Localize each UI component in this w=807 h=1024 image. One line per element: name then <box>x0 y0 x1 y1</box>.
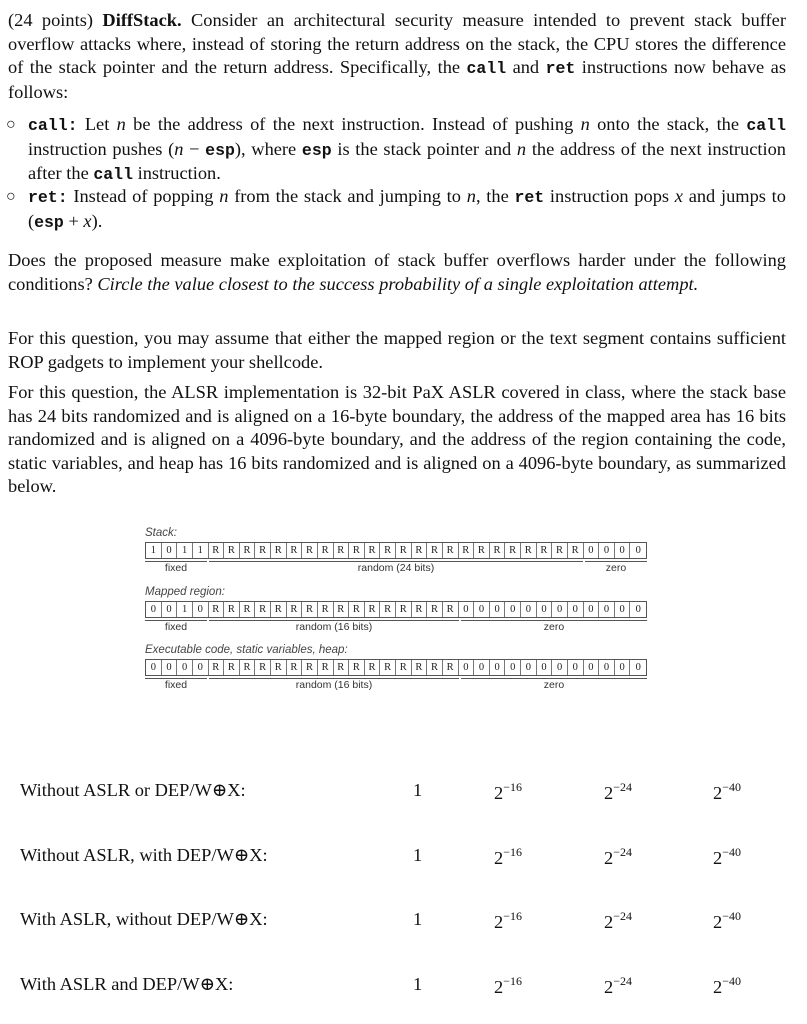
bit-cell: R <box>240 543 256 558</box>
call-text-e: ), where <box>234 138 297 159</box>
call-text-h: instruction. <box>137 163 221 183</box>
bullet-call <box>6 113 786 187</box>
bit-cell: R <box>396 602 412 617</box>
bit-cell: 0 <box>635 545 641 556</box>
bit-cell: R <box>459 543 475 558</box>
ret-text-d: instruction pops <box>549 186 670 206</box>
bit-cell: 0 <box>584 602 600 617</box>
option-2-exp-40[interactable] <box>713 780 741 804</box>
bit-cell: R <box>302 602 318 617</box>
option-1-value: 1 <box>413 780 423 800</box>
bit-cell: R <box>271 660 287 675</box>
bit-cell: R <box>240 602 256 617</box>
bit-cell: R <box>349 602 365 617</box>
ret-text-a: Instead of popping <box>73 186 214 206</box>
bit-cell: R <box>412 543 428 558</box>
option-base: 2 <box>604 912 614 932</box>
option-base: 2 <box>494 912 504 932</box>
bit-cell: 0 <box>146 660 162 675</box>
ret-keyword: ret <box>545 59 576 78</box>
bit-cell: R <box>209 543 225 558</box>
random-label: random (16 bits) <box>295 679 373 691</box>
bit-cell: 0 <box>552 660 568 675</box>
stack-bit-brackets <box>145 559 650 575</box>
ret-keyword: ret <box>514 188 545 207</box>
code-layout-diagram <box>145 643 650 692</box>
option-base: 2 <box>713 848 723 868</box>
option-1[interactable] <box>413 845 422 866</box>
bit-cell: R <box>224 660 240 675</box>
bit-cell: 0 <box>162 543 178 558</box>
bit-cell: R <box>271 543 287 558</box>
option-exponent: −40 <box>722 974 741 988</box>
var-n: n <box>174 138 184 159</box>
call-keyword: call <box>466 59 507 78</box>
call-text-g: the address of the next instruction after the <box>28 138 786 183</box>
bit-cell: R <box>224 543 240 558</box>
var-n: n <box>466 186 476 206</box>
bit-cell: R <box>365 660 381 675</box>
option-1[interactable] <box>413 974 422 995</box>
option-1[interactable] <box>413 909 422 930</box>
question-instruction: Circle the value closest to the success probability of a single exploitation attempt. <box>97 273 699 294</box>
bit-cell: R <box>474 543 490 558</box>
bit-cell: R <box>334 660 350 675</box>
option-base: 2 <box>494 977 504 997</box>
bit-cell: 0 <box>568 602 584 617</box>
option-base: 2 <box>604 977 614 997</box>
bit-cell: R <box>224 602 240 617</box>
option-base: 2 <box>494 848 504 868</box>
option-2-exp-16[interactable] <box>494 845 522 869</box>
option-2-exp-16[interactable] <box>494 909 522 933</box>
stack-bit-row <box>145 542 647 559</box>
bit-cell: 0 <box>146 602 162 617</box>
option-1-value: 1 <box>413 909 423 929</box>
var-n: n <box>516 138 527 159</box>
option-base: 2 <box>713 912 723 932</box>
bit-cell: R <box>537 543 553 558</box>
bit-cell: R <box>552 543 568 558</box>
bit-cell: 0 <box>635 662 641 673</box>
bit-cell: R <box>365 543 381 558</box>
ret-text-e: and jumps to ( <box>28 186 786 231</box>
option-2-exp-40[interactable] <box>713 845 741 869</box>
random-label: random (16 bits) <box>295 621 373 633</box>
bit-cell: R <box>209 660 225 675</box>
option-1[interactable] <box>413 780 422 801</box>
fixed-label: fixed <box>164 562 188 574</box>
bit-cell: R <box>302 543 318 558</box>
bit-cell: 0 <box>635 604 641 615</box>
bit-cell: R <box>318 602 334 617</box>
mapped-bit-row <box>145 601 647 618</box>
code-diagram-title: Executable code, static variables, heap: <box>145 644 348 656</box>
call-text-a: Let <box>84 114 110 134</box>
option-exponent: −16 <box>503 974 522 988</box>
bullet-ret-name: ret: <box>28 188 68 207</box>
question-body: Does the proposed measure make exploitation of stack buffer overflows harder under the following conditions? <box>8 250 786 294</box>
zero-label: zero <box>543 621 565 633</box>
option-exponent: −40 <box>722 780 741 794</box>
bit-cell: R <box>318 543 334 558</box>
bit-cell: R <box>490 543 506 558</box>
problem-points: (24 points) <box>8 10 94 30</box>
bit-cell: 0 <box>521 660 537 675</box>
bit-cell: 0 <box>584 543 600 558</box>
fixed-label: fixed <box>164 621 188 633</box>
bit-cell: R <box>380 543 396 558</box>
option-1-value: 1 <box>413 974 423 994</box>
esp-register: esp <box>34 212 64 232</box>
bit-cell: R <box>396 543 412 558</box>
option-2-exp-24[interactable] <box>604 974 632 998</box>
option-base: 2 <box>604 848 614 868</box>
bit-cell: 0 <box>162 602 178 617</box>
call-text-b: be the address of the next instruction. Instead of pushing <box>133 114 574 134</box>
option-2-exp-24[interactable] <box>604 909 632 933</box>
option-exponent: −16 <box>503 780 522 794</box>
bit-cell: 0 <box>615 602 631 617</box>
bit-cell: 0 <box>599 660 615 675</box>
bullet-call-name: call: <box>28 116 78 135</box>
fixed-label: fixed <box>164 679 188 691</box>
option-exponent: −16 <box>503 909 522 923</box>
bit-cell: 0 <box>552 602 568 617</box>
stack-layout-diagram <box>145 526 650 575</box>
bit-cell: R <box>427 543 443 558</box>
option-base: 2 <box>713 977 723 997</box>
rop-note: For this question, you may assume that either the mapped region or the text segment contains sufficient ROP gadgets to implement your shellcode. <box>8 328 786 372</box>
zero-label: zero <box>605 562 627 574</box>
var-n: n <box>580 114 590 134</box>
bit-cell: 0 <box>537 602 553 617</box>
call-text-c: onto the stack, the <box>597 114 740 134</box>
option-exponent: −24 <box>613 974 632 988</box>
mapped-diagram-title: Mapped region: <box>145 586 225 598</box>
bit-cell: R <box>505 543 521 558</box>
bit-cell: 0 <box>584 660 600 675</box>
question-text <box>8 249 786 296</box>
bit-cell: 0 <box>177 660 193 675</box>
bit-cell: R <box>427 660 443 675</box>
bit-cell: R <box>412 602 428 617</box>
bullet-circle-icon: ○ <box>6 188 16 205</box>
aslr-note: For this question, the ALSR implementation is 32-bit PaX ASLR covered in class, where the stack base has 24 bits randomized and is aligned on a 16-byte boundary, the address of the mapped area has 16 bits randomized and is aligned on a 4096-byte boundary, and the address of the region containing the code, static variables, and heap has 16 bits randomized and is aligned on a 4096-byte boundary, as summarized below. <box>8 382 786 496</box>
answer-row <box>20 780 780 806</box>
condition-label: With ASLR and DEP/W⊕X: <box>20 974 234 994</box>
bit-cell: 1 <box>177 543 193 558</box>
option-base: 2 <box>713 783 723 803</box>
bit-cell: R <box>365 602 381 617</box>
condition-label: Without ASLR, with DEP/W⊕X: <box>20 845 268 865</box>
bit-cell: R <box>521 543 537 558</box>
option-2-exp-16[interactable] <box>494 974 522 998</box>
bit-cell: 0 <box>599 602 615 617</box>
call-text-f: is the stack pointer and <box>337 138 512 159</box>
bit-cell: R <box>334 602 350 617</box>
condition-label: With ASLR, without DEP/W⊕X: <box>20 909 268 929</box>
option-exponent: −40 <box>722 845 741 859</box>
zero-label: zero <box>543 679 565 691</box>
condition-label: Without ASLR or DEP/W⊕X: <box>20 780 246 800</box>
bit-cell: 0 <box>474 602 490 617</box>
option-2-exp-16[interactable] <box>494 780 522 804</box>
intro-text-2: instructions now behave as follows: <box>8 57 786 102</box>
ret-text-f: ). <box>91 210 103 231</box>
option-exponent: −16 <box>503 845 522 859</box>
bit-cell: 0 <box>162 660 178 675</box>
code-bit-row <box>145 659 647 676</box>
intro-text-1: Consider an architectural security measure intended to prevent stack buffer overflow attacks where, instead of storing the return address on the stack, the CPU stores the difference of the stack pointer and the return address. Specifically, the <box>8 10 786 77</box>
bit-cell: 0 <box>490 602 506 617</box>
option-exponent: −24 <box>613 780 632 794</box>
intro-and: and <box>512 57 540 77</box>
bit-cell: 0 <box>615 543 631 558</box>
bit-cell: 0 <box>459 602 475 617</box>
option-2-exp-24[interactable] <box>604 780 632 804</box>
bit-cell: R <box>412 660 428 675</box>
bit-cell: R <box>255 602 271 617</box>
call-keyword: call <box>93 165 133 184</box>
random-label: random (24 bits) <box>357 562 435 574</box>
bit-cell: 0 <box>568 660 584 675</box>
bit-cell: 1 <box>193 543 209 558</box>
bit-cell: 0 <box>505 660 521 675</box>
option-2-exp-24[interactable] <box>604 845 632 869</box>
option-2-exp-40[interactable] <box>713 974 741 998</box>
bit-cell: R <box>349 660 365 675</box>
bit-cell: R <box>334 543 350 558</box>
bit-cell: R <box>209 602 225 617</box>
option-2-exp-40[interactable] <box>713 909 741 933</box>
bullet-circle-icon: ○ <box>6 116 16 133</box>
option-exponent: −24 <box>613 909 632 923</box>
bit-cell: R <box>287 543 303 558</box>
bit-cell: R <box>240 660 256 675</box>
esp-register: esp <box>301 140 332 160</box>
bit-cell: R <box>349 543 365 558</box>
answer-row <box>20 845 780 871</box>
option-1-value: 1 <box>413 845 423 865</box>
esp-register: esp <box>205 140 235 160</box>
option-base: 2 <box>494 783 504 803</box>
bit-cell: R <box>287 602 303 617</box>
var-n: n <box>219 186 229 206</box>
bit-cell: 0 <box>615 660 631 675</box>
call-text-d: instruction pushes ( <box>28 138 175 159</box>
bit-cell: 0 <box>193 602 209 617</box>
ret-text-b: from the stack and jumping to <box>234 186 461 206</box>
bit-cell: R <box>443 602 459 617</box>
problem-intro <box>8 9 786 104</box>
bit-cell: 0 <box>490 660 506 675</box>
bit-cell: 0 <box>599 543 615 558</box>
minus-sign: − <box>183 138 206 159</box>
stack-diagram-title: Stack: <box>145 527 177 539</box>
problem-title: DiffStack. <box>102 10 182 30</box>
bit-cell: R <box>380 602 396 617</box>
bit-cell: 0 <box>474 660 490 675</box>
bit-cell: R <box>427 602 443 617</box>
bit-cell: 1 <box>146 543 162 558</box>
ret-text-c: , the <box>475 186 509 206</box>
call-keyword: call <box>746 116 786 135</box>
bit-cell: 0 <box>537 660 553 675</box>
bit-cell: 0 <box>521 602 537 617</box>
option-exponent: −40 <box>722 909 741 923</box>
mapped-bit-brackets <box>145 618 650 634</box>
bit-cell: R <box>568 543 584 558</box>
bit-cell: 0 <box>505 602 521 617</box>
bit-cell: R <box>287 660 303 675</box>
bit-cell: R <box>443 543 459 558</box>
bit-cell: R <box>380 660 396 675</box>
var-x: x <box>83 210 92 231</box>
bit-cell: 0 <box>459 660 475 675</box>
plus-sign: + <box>63 210 84 231</box>
var-x: x <box>674 186 683 206</box>
mapped-layout-diagram <box>145 585 650 634</box>
bit-cell: R <box>318 660 334 675</box>
bit-cell: R <box>271 602 287 617</box>
option-exponent: −24 <box>613 845 632 859</box>
option-base: 2 <box>604 783 614 803</box>
bit-cell: R <box>255 660 271 675</box>
var-n: n <box>116 114 126 134</box>
bit-cell: R <box>302 660 318 675</box>
bullet-ret <box>6 185 786 234</box>
answer-row <box>20 909 780 935</box>
bit-cell: R <box>255 543 271 558</box>
answer-row <box>20 974 780 1000</box>
bit-cell: 1 <box>177 602 193 617</box>
code-bit-brackets <box>145 676 650 692</box>
bit-cell: R <box>443 660 459 675</box>
bit-cell: 0 <box>193 660 209 675</box>
bit-cell: R <box>396 660 412 675</box>
